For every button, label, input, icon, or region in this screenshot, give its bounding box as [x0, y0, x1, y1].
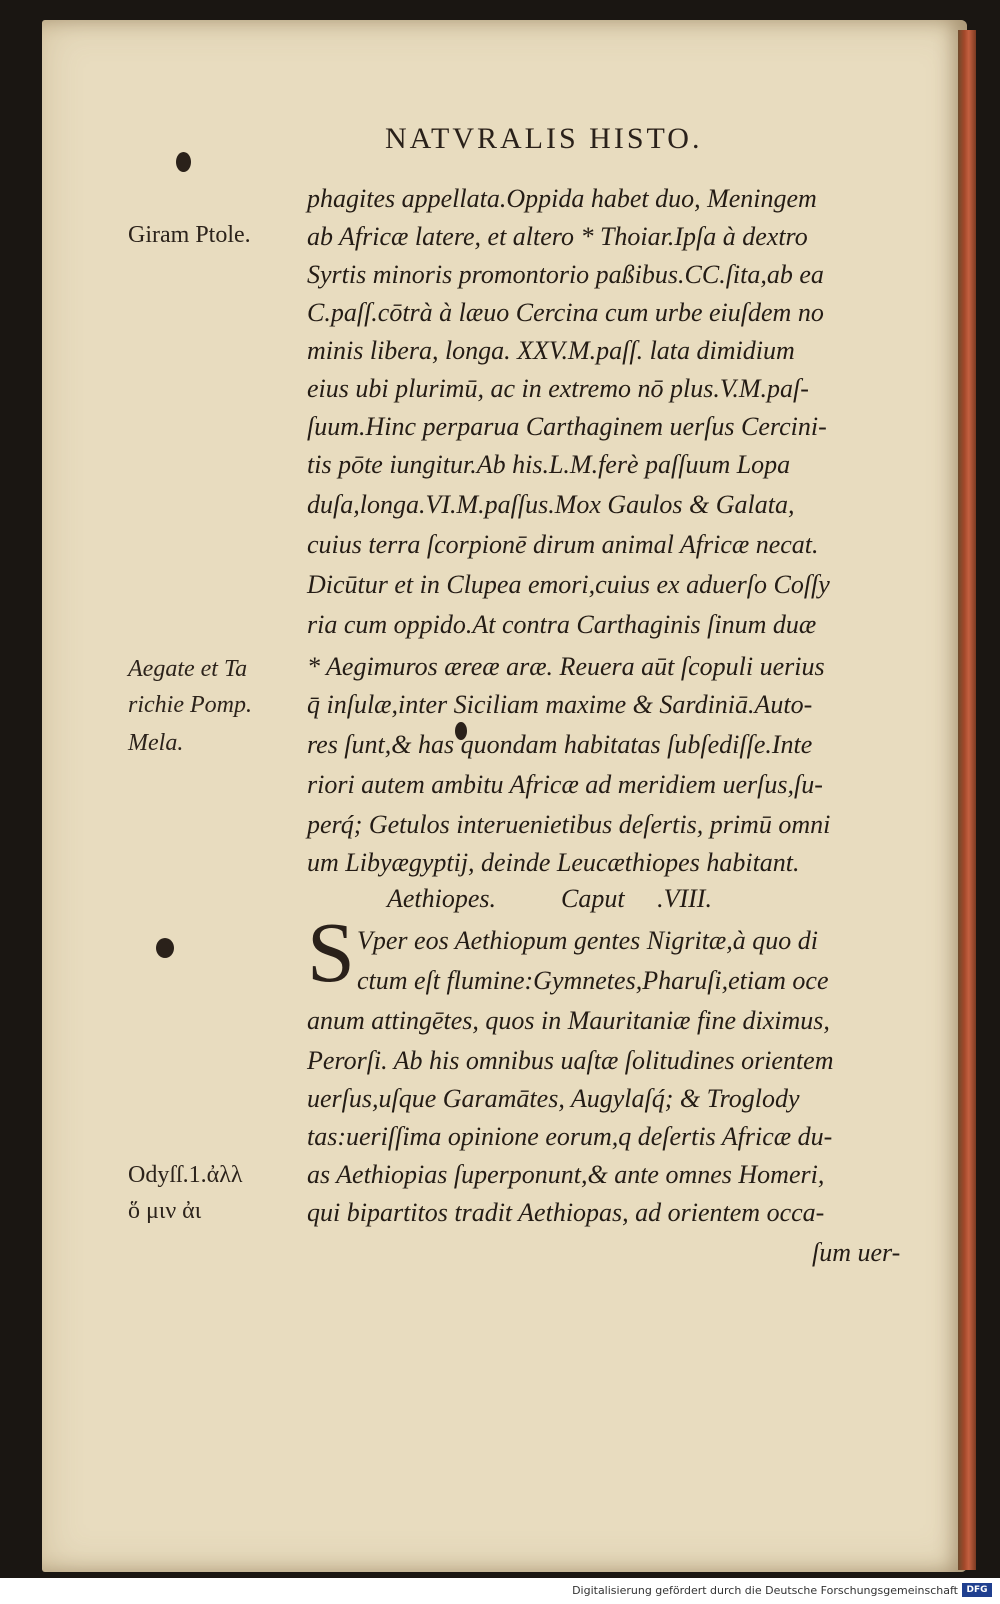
margin-note: Odyſſ.1.ἀλλ [128, 1162, 243, 1188]
text-line: ria cum oppido.At contra Carthaginis ſinum duæ [307, 610, 817, 639]
text-line: Perorſi. Ab his omnibus uaſtæ ſolitudines orientem [307, 1046, 834, 1075]
text-line: ſuum.Hinc perparua Carthaginem uerſus Cercini- [307, 412, 827, 441]
chapter-heading: Aethiopes. Caput .VIII. [387, 884, 712, 913]
text-line: C.paſſ.cōtrà à læuo Cercina cum urbe eiuſdem no [307, 298, 824, 327]
text-line: perq́; Getulos interuenietibus deſertis, primū omni [307, 810, 831, 839]
margin-note: richie Pomp. [128, 692, 252, 718]
dfg-logo: DFG [962, 1583, 992, 1597]
text-line: uerſus,uſque Garamātes, Augylaſq́; & Troglody [307, 1084, 800, 1113]
text-line: um Libyægyptij, deinde Leucæthiopes habitant. [307, 848, 800, 877]
text-line: Vper eos Aethiopum gentes Nigritæ,à quo di [357, 926, 818, 955]
text-line: anum attingētes, quos in Mauritaniæ fine diximus, [307, 1006, 830, 1035]
chapter-initial-letter: S [307, 904, 355, 1000]
body-text [307, 0, 902, 1500]
text-line: res ſunt,& has quondam habitatas ſubſediſſe.Inte [307, 730, 813, 759]
page-fore-edge [958, 30, 976, 1570]
text-line: eius ubi plurimū, ac in extremo nō plus.V.M.paſ- [307, 374, 809, 403]
text-line: duſa,longa.VI.M.paſſus.Mox Gaulos & Galata, [307, 490, 795, 519]
text-line: qui bipartitos tradit Aethiopas, ad orientem occa- [307, 1198, 825, 1227]
text-line: as Aethiopias ſuperponunt,& ante omnes Homeri, [307, 1160, 825, 1189]
margin-note: Mela. [128, 730, 184, 756]
text-line: tas:ueriſſima opinione eorum,q deſertis Africæ du- [307, 1122, 833, 1151]
text-line: ab Africæ latere, et altero * Thoiar.Ipſa à dextro [307, 222, 808, 251]
margin-note: Aegate et Ta [128, 656, 248, 682]
margin-note: Giram Ptole. [128, 222, 251, 248]
text-line: minis libera, longa. XXV.M.paſſ. lata dimidium [307, 336, 795, 365]
text-line: Dicūtur et in Clupea emori,cuius ex aduerſo Coſſy [307, 570, 830, 599]
text-line: riori autem ambitu Africæ ad meridiem uerſus,ſu- [307, 770, 823, 799]
catchword: ſum uer- [812, 1238, 901, 1267]
text-line: q̄ inſulæ,inter Siciliam maxime & Sardiniā.Auto- [307, 690, 813, 719]
text-line: * Aegimuros æreæ aræ. Reuera aūt ſcopuli uerius [307, 652, 825, 681]
text-line: cuius terra ſcorpionē dirum animal Africæ necat. [307, 530, 819, 559]
funding-credit: Digitalisierung gefördert durch die Deutsche Forschungsgemeinschaft [572, 1584, 958, 1597]
text-line: ctum eſt flumine:Gymnetes,Pharuſi,etiam oce [357, 966, 829, 995]
footer-bar [0, 1578, 1000, 1604]
text-line: tis pōte iungitur.Ab his.L.M.ferè paſſuum Lopa [307, 450, 791, 479]
margin-note: ὅ μιν ἀι [128, 1198, 202, 1224]
margin-notes [128, 0, 303, 1500]
text-line: phagites appellata.Oppida habet duo, Meningem [307, 184, 817, 213]
running-head: NATVRALIS HISTO. [385, 122, 703, 155]
text-line: Syrtis minoris promontorio paßibus.CC.ſita,ab ea [307, 260, 824, 289]
